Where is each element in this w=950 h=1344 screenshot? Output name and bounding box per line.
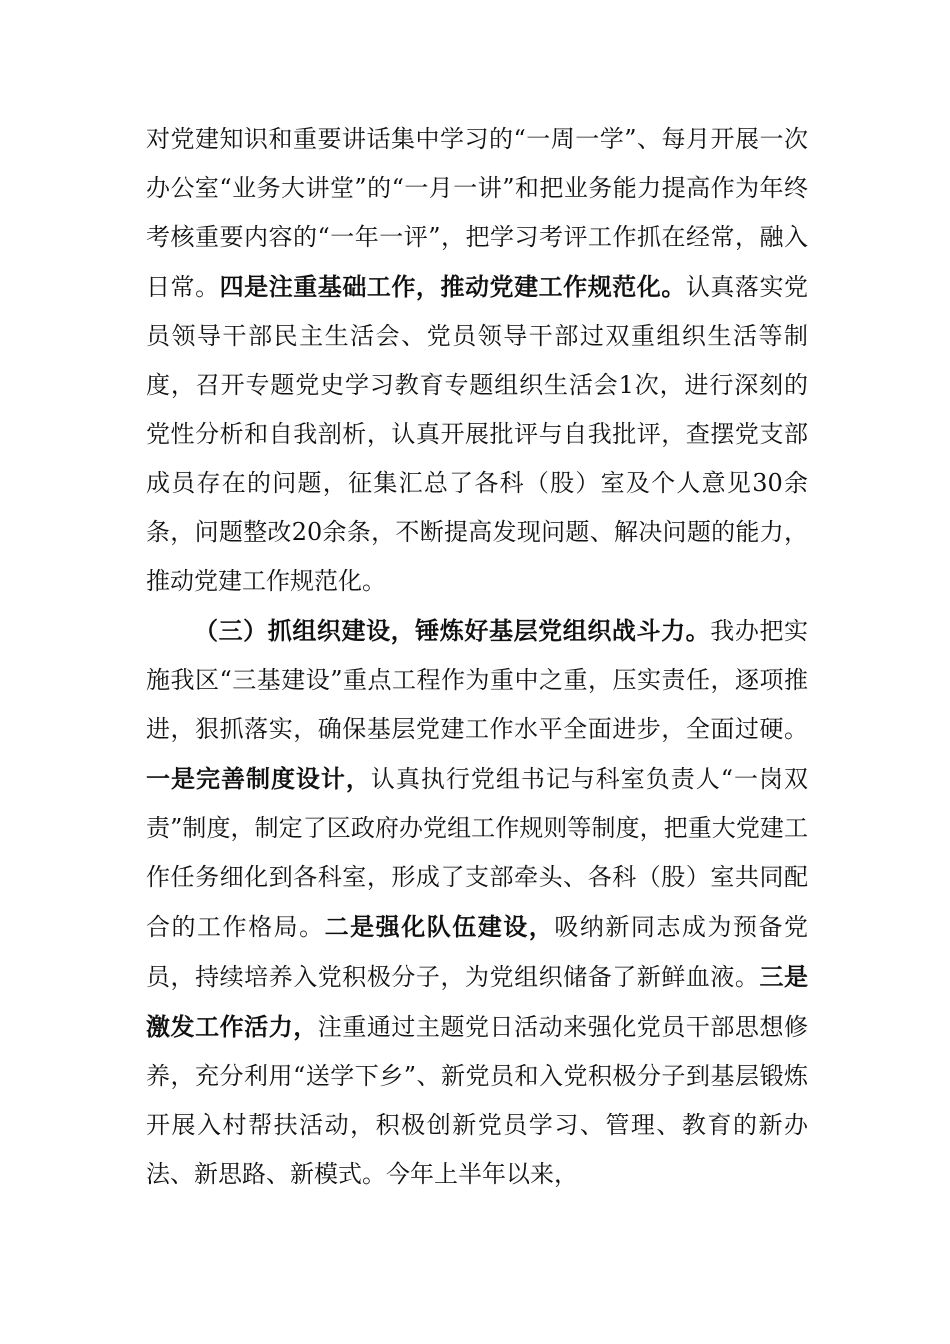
- paragraph-2: [146, 606, 808, 1199]
- paragraph-2-run-2: 我办把实施我区“三基建设”重点工程作为重中之重，压实责任，逐项推进，狠抓落实，确保基层党建工作水平全面进步，全面过硬。: [146, 617, 808, 743]
- paragraph-2-run-4: 认真执行党组书记与科室负责人“一岗双责”制度，制定了区政府办党组工作规则等制度，把重大党建工作任务细化到各科室，形成了支部牵头、各科（股）室共同配合的工作格局。: [146, 765, 808, 941]
- paragraph-2-run-8: 注重通过主题党日活动来强化党员干部思想修养，充分利用“送学下乡”、新党员和入党积极分子到基层锻炼开展入村帮扶活动，积极创新党员学习、管理、教育的新办法、新思路、新模式。今年上半年以来，: [146, 1013, 809, 1188]
- paragraph-1-run-1: 对党建知识和重要讲话集中学习的“一周一学”、每月开展一次办公室“业务大讲堂”的“一月一讲”和把业务能力提高作为年终考核重要内容的“一年一评”，把学习考评工作抓在经常，融入日常。: [146, 125, 808, 301]
- paragraph-1-run-2-bold: 四是注重基础工作，推动党建工作规范化。: [219, 272, 686, 301]
- paragraph-2-run-3-bold: 一是完善制度设计，: [146, 764, 371, 793]
- paragraph-1-run-3: 认真落实党员领导干部民主生活会、党员领导干部过双重组织生活等制度，召开专题党史学习教育专题组织生活会1次，进行深刻的党性分析和自我剖析，认真开展批评与自我批评，查摆党支部成员存在的问题，征集汇总了各科（股）室及个人意见30余条，问题整改20余条，不断提高发现问题、解决问题的能力，推动党建工作规范化。: [146, 273, 809, 595]
- paragraph-1: [146, 115, 808, 606]
- paragraph-2-run-1-bold: （三）抓组织建设，锤炼好基层党组织战斗力。: [194, 616, 711, 645]
- document-body: [146, 115, 808, 1199]
- paragraph-2-run-6: 吸纳新同志成为预备党员，持续培养入党积极分子，为党组织储备了新鲜血液。: [146, 913, 809, 991]
- paragraph-2-run-5-bold: 二是强化队伍建设，: [324, 912, 555, 941]
- paragraph-2-run-7-bold: 三是激发工作活力，: [146, 962, 809, 1041]
